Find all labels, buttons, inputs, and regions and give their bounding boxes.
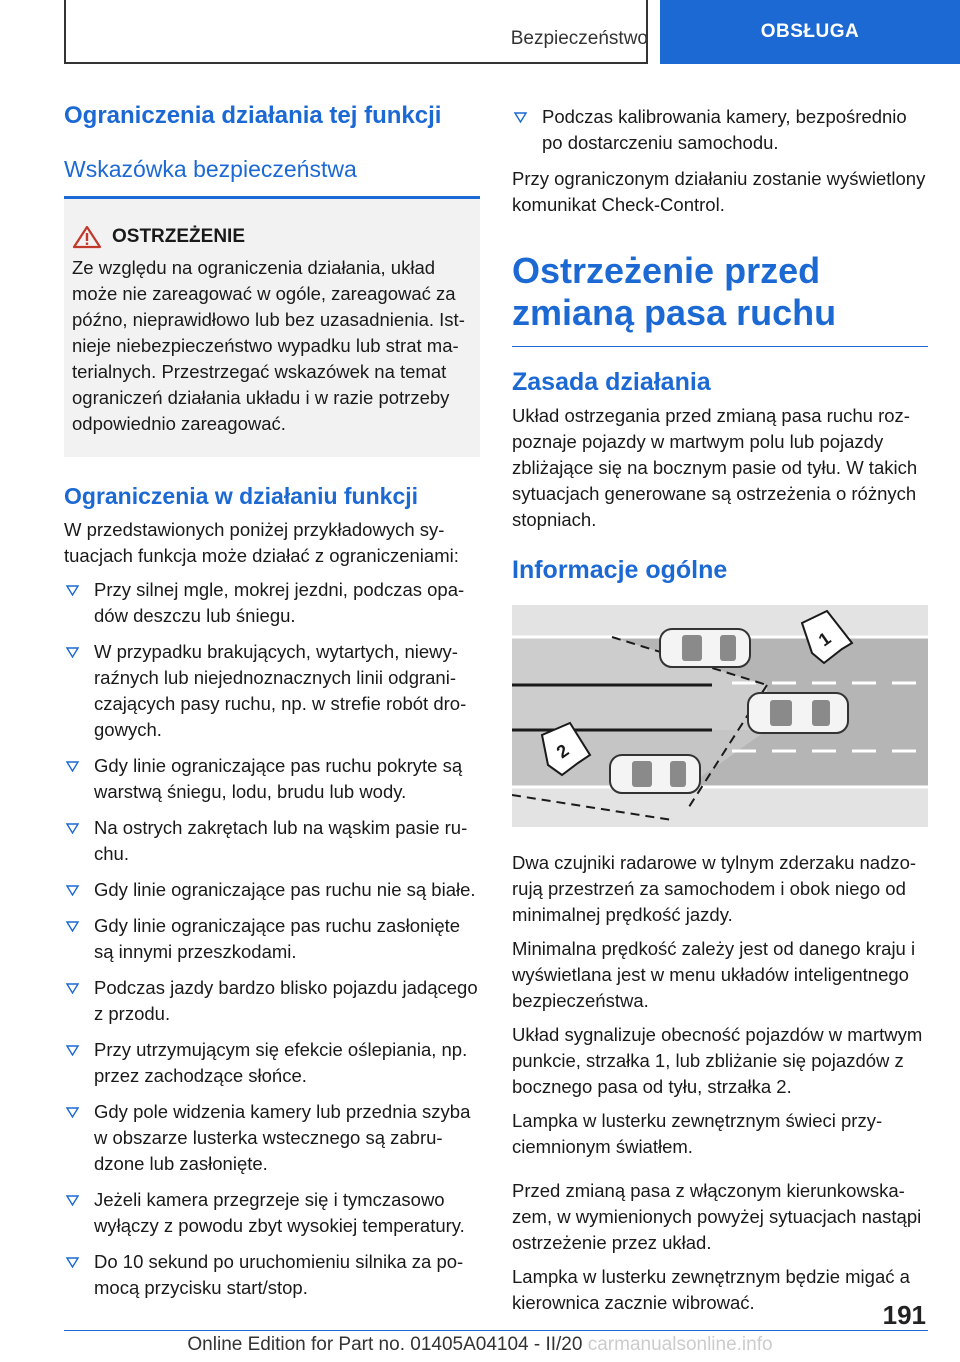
warning-text: Ze względu na ograniczenia działania, układ może nie zareagować w ogóle, zareagować za późno, nieprawidłowo lub bez uzasadnienia. Istnieje niebezpieczeństwo wypadku lub strat materialnych. Przestrzegać wskazówek na temat ograniczeń działania układu i w razie potrzeby odpowiednio zareagować. [72, 257, 465, 434]
signal-text: Układ sygnalizuje obecność pojazdów w martwym punkcie, strzałka 1, lub zbliżanie się pojazdów z bocznego pasa od tyłu, strzałka 2. [512, 1024, 923, 1097]
list-item [64, 1037, 480, 1089]
check-control-note: Przy ograniczonym działaniu zostanie wyświetlony komunikat Check-Control. [512, 168, 926, 215]
mirror-dim-text: Lampka w lusterku zewnętrznym świeci przyciemnionym światłem. [512, 1110, 883, 1157]
list-item-text: W przypadku brakujących, wytartych, niewyraźnych lub niejednoznacznych linii odgraniczających pasy ruchu, np. w strefie robót drogowych. [94, 641, 467, 740]
triangle-bullet-icon [66, 761, 79, 772]
lane-change-divider [512, 346, 928, 347]
list-item [64, 975, 480, 1027]
list-item [64, 815, 480, 867]
list-item [64, 639, 480, 743]
header-section-title: Bezpieczeństwo [510, 28, 648, 49]
list-item-text: Przy utrzymującym się efekcie oślepiania, np. przez zachodzące słońce. [94, 1039, 468, 1086]
list-item-text: Do 10 sekund po uruchomieniu silnika za pomocą przycisku start/stop. [94, 1251, 464, 1298]
list-item [64, 877, 480, 903]
warning-triangle-icon [72, 225, 102, 249]
triangle-bullet-icon [514, 112, 527, 123]
list-item-text: Na ostrych zakrętach lub na wąskim pasie ruchu. [94, 817, 468, 864]
triangle-bullet-icon [66, 585, 79, 596]
limitations-list-continued [512, 104, 928, 156]
radar-text: Dwa czujniki radarowe w tylnym zderzaku nadzorują przestrzeń za samochodem i obok niego od minimalnej prędkość jazdy. [512, 852, 917, 925]
list-item [64, 753, 480, 805]
triangle-bullet-icon [66, 1195, 79, 1206]
triangle-bullet-icon [66, 885, 79, 896]
list-item-text: Gdy pole widzenia kamery lub przednia szyba w obszarze lusterka wstecznego są zabrudzone lub zasłonięte. [94, 1101, 471, 1174]
list-item [64, 577, 480, 629]
principle-text: Układ ostrzegania przed zmianą pasa ruchu rozpoznaje pojazdy w martwym polu lub pojazdy zbliżające się na bocznym pasie od tyłu. W takich sytuacjach generowane są ostrzeżenia o różnych stopniach. [512, 405, 918, 530]
list-item-text: Gdy linie ograniczające pas ruchu nie są białe. [94, 879, 476, 900]
list-item-text: Przy silnej mgle, mokrej jezdni, podczas opadów deszczu lub śniegu. [94, 579, 465, 626]
triangle-bullet-icon [66, 647, 79, 658]
warning-title: OSTRZEŻENIE [112, 226, 246, 247]
svg-text:2: 2 [552, 740, 573, 763]
svg-text:1: 1 [814, 628, 835, 651]
principle-heading: Zasada działania [512, 368, 711, 396]
right-column [512, 100, 928, 1316]
list-item-text: Jeżeli kamera przegrzeje się i tymczasowo wyłączy z powodu zbyt wysokiej temperatury. [94, 1189, 465, 1236]
lane-change-warning-text: Przed zmianą pasa z włączonym kierunkowskazem, w wymienionych powyżej sytuacjach nastąpi ostrzeżenie przez układ. [512, 1180, 922, 1253]
general-heading: Informacje ogólne [512, 556, 728, 584]
list-item-text: Gdy linie ograniczające pas ruchu pokryte są warstwą śniegu, lodu, brudu lub wody. [94, 755, 463, 802]
warning-box [64, 199, 480, 457]
list-item [512, 104, 928, 156]
lane-change-diagram [512, 605, 928, 827]
triangle-bullet-icon [66, 1045, 79, 1056]
triangle-bullet-icon [66, 1257, 79, 1268]
footer-edition [0, 1334, 960, 1356]
list-item [64, 913, 480, 965]
min-speed-text: Minimalna prędkość zależy jest od danego kraju i wyświetlana jest w menu układów inteligentnego bezpieczeństwa. [512, 938, 916, 1011]
list-item [64, 1249, 480, 1301]
limitations-intro: W przedstawionych poniżej przykładowych sytuacjach funkcja może działać z ograniczeniami: [64, 519, 459, 566]
list-item-text: Gdy linie ograniczające pas ruchu zasłonięte są innymi przeszkodami. [94, 915, 461, 962]
edition-text: Online Edition for Part no. 01405A04104 - II/20 [187, 1334, 583, 1355]
page-title: Ograniczenia działania tej funkcji [64, 102, 442, 129]
limitations-list [64, 577, 480, 1301]
triangle-bullet-icon [66, 983, 79, 994]
watermark: carmanualsonline.info [587, 1334, 773, 1355]
header-tab[interactable]: OBSŁUGA [660, 0, 960, 64]
triangle-bullet-icon [66, 823, 79, 834]
list-item-text: Podczas jazdy bardzo blisko pojazdu jadącego z przodu. [94, 977, 478, 1024]
car-top [660, 629, 750, 667]
triangle-bullet-icon [66, 921, 79, 932]
triangle-bullet-icon [66, 1107, 79, 1118]
lane-change-title: Ostrzeżenie przed zmianą pasa ruchu [512, 250, 837, 333]
list-item [64, 1099, 480, 1177]
left-column [64, 100, 480, 1311]
page-number: 191 [882, 1300, 926, 1330]
limitations-heading: Ograniczenia w działaniu funkcji [64, 483, 419, 509]
list-item-text: Podczas kalibrowania kamery, bezpośrednio po dostarczeniu samochodu. [542, 106, 907, 153]
list-item [64, 1187, 480, 1239]
car-own [748, 693, 848, 733]
car-bottom [610, 755, 700, 793]
safety-subtitle: Wskazówka bezpieczeństwa [64, 156, 357, 182]
footer-divider [64, 1330, 928, 1331]
mirror-flash-text: Lampka w lusterku zewnętrznym będzie migać a kierownica zacznie wibrować. [512, 1266, 910, 1313]
